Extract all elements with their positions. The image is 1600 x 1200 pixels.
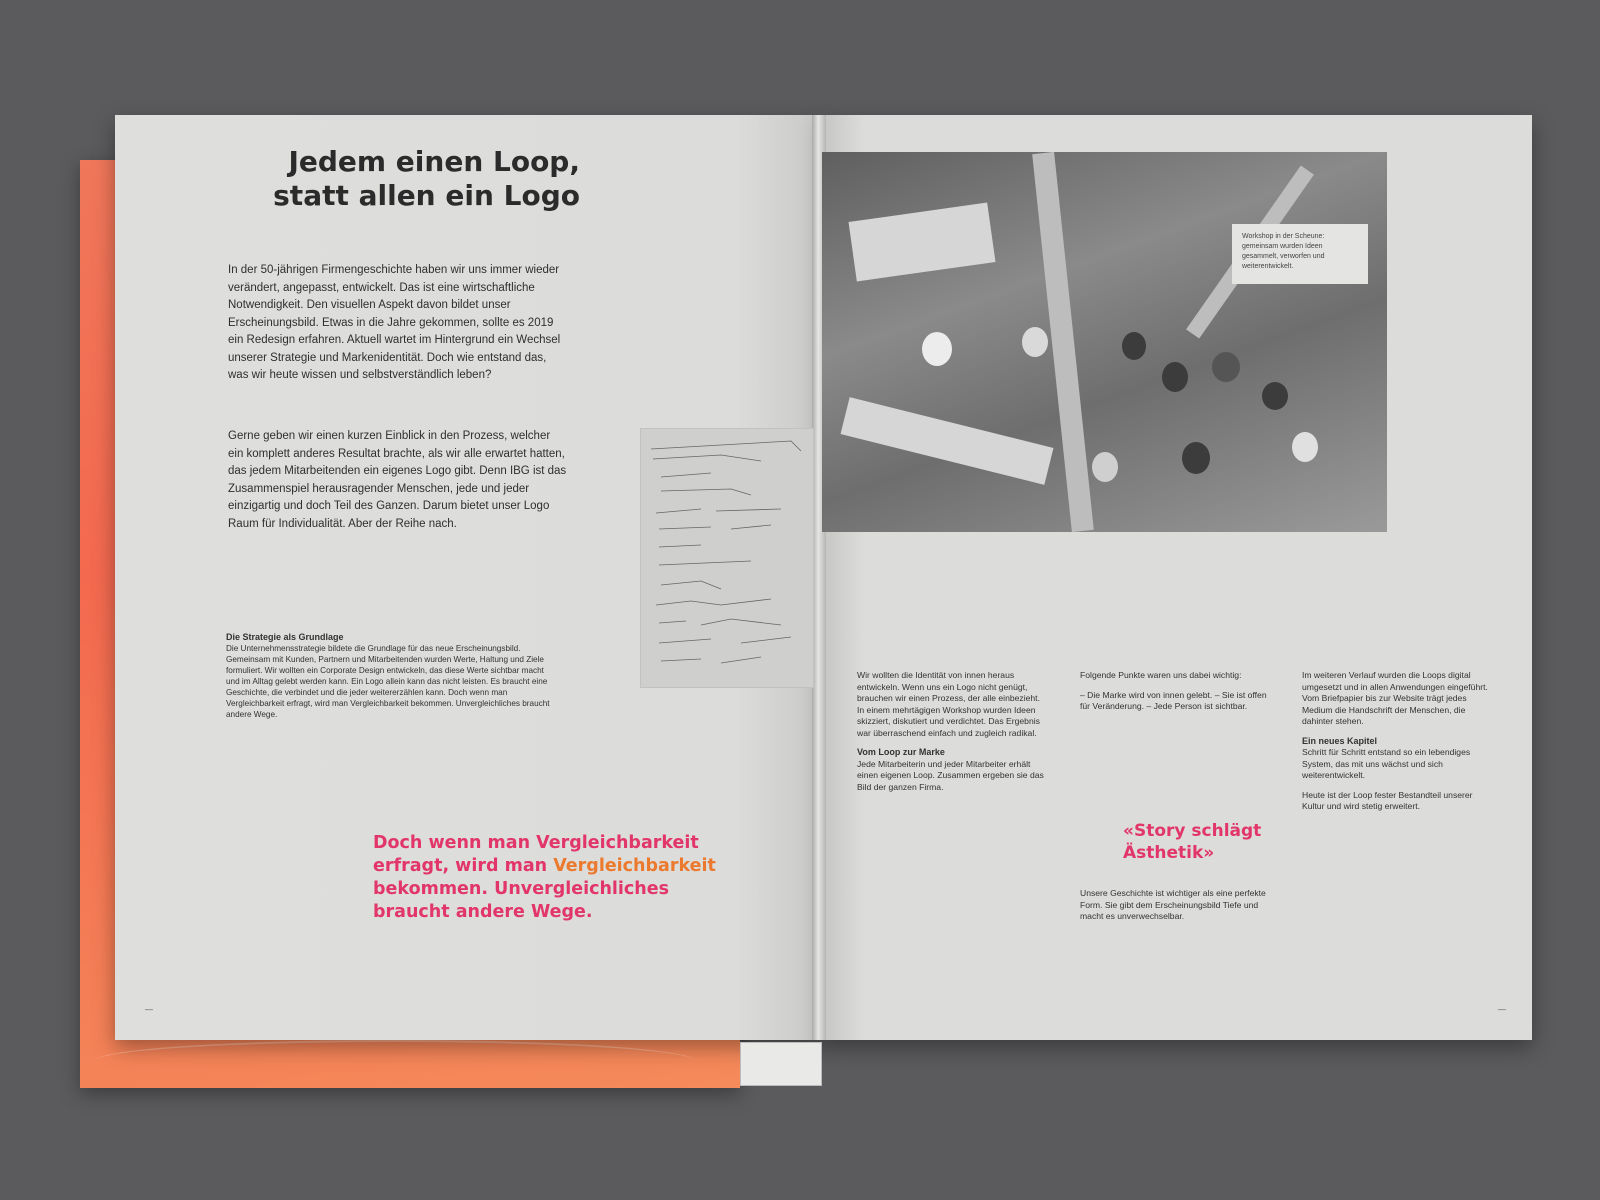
strategy-section [226, 632, 556, 720]
folio-left: — [145, 1005, 153, 1014]
folio-right: — [1498, 1005, 1506, 1014]
text-column-2 [1080, 670, 1270, 721]
story-quote-line-2: Ästhetik» [1123, 843, 1215, 863]
second-paragraph: Gerne geben wir einen kurzen Einblick in den Prozess, welcher ein komplett anderes Resultat brachte, als wir alle erwartet hatten, das jedem Mitarbeitenden ein eigenes Logo gibt. Denn IBG ist das Zusammenspiel herausragender Menschen, jede und jeder einzigartig und doch Teil des Ganzen. Darum bietet unser Logo Raum für Individualität. Aber der Reihe nach. [228, 430, 567, 530]
workshop-photo [822, 152, 1387, 532]
pull-quote-line-3: bekommen. Unvergleichliches [373, 879, 670, 899]
text-column-1 [857, 670, 1047, 801]
pull-quote [373, 832, 733, 924]
title-line-1: Jedem einen Loop, [288, 145, 580, 178]
photo-person [1292, 432, 1318, 462]
column-3-heading: Ein neues Kapitel [1302, 735, 1378, 746]
photo-person [922, 332, 952, 366]
intro-paragraph: In der 50-jährigen Firmengeschichte haben wir uns immer wieder verändert, angepasst, entwickelt. Das ist eine wirtschaftliche Notwendigkeit. Den visuellen Aspekt davon bildet unser Erscheinungsbild. Etwas in die Jahre gekommen, sollte es 2019 ein Redesign erfahren. Aktuell wartet im Hintergrund ein Wechsel unserer Strategie und Markenidentität. Doch wie entstand das, was wir heute wissen und selbstverständlich leben? [228, 264, 561, 381]
photo-person [1212, 352, 1240, 382]
strategy-heading: Die Strategie als Grundlage [226, 632, 344, 642]
pull-quote-line-4: braucht andere Wege. [373, 902, 593, 922]
column-3-text-3: Heute ist der Loop fester Bestandteil unserer Kultur und wird stetig erweitert. [1302, 789, 1473, 811]
title-line-2: statt allen ein Logo [273, 179, 580, 212]
photo-person [1092, 452, 1118, 482]
photo-table [841, 397, 1054, 485]
pull-quote-line-2 [373, 855, 733, 878]
column-2-text-2: Unsere Geschichte ist wichtiger als eine perfekte Form. Sie gibt dem Erscheinungsbild Tiefe und macht es unverwechselbar. [1080, 888, 1266, 921]
cover-decoration [95, 1040, 695, 1082]
pull-quote-line-1: Doch wenn man Vergleichbarkeit [373, 833, 699, 853]
column-1-text: Wir wollten die Identität von innen heraus entwickeln. Wenn uns ein Logo nicht genügt, brauchen wir einen Prozess, der alle einbezieht. In einem mehrtägigen Workshop wurden Ideen skizziert, diskutiert und verdichtet. Das Ergebnis war überraschend einfach und zugleich radikal. [857, 670, 1040, 738]
column-1-text-2: Jede Mitarbeiterin und jeder Mitarbeiter erhält einen eigenen Loop. Zusammen ergeben sie das Bild der ganzen Firma. [857, 758, 1044, 792]
pull-quote-highlight: Vergleichbarkeit [553, 856, 716, 876]
story-quote-line-1: «Story schlägt [1123, 821, 1262, 841]
photo-person [1182, 442, 1210, 474]
column-1-heading: Vom Loop zur Marke [857, 747, 945, 757]
column-3-text-2: Schritt für Schritt entstand so ein lebendiges System, das mit uns wächst und sich weiterentwickelt. [1302, 747, 1471, 780]
column-3-text: Im weiteren Verlauf wurden die Loops digital umgesetzt und in allen Anwendungen eingeführt. Vom Briefpapier bis zur Website trägt jedes Medium die Handschrift der Menschen, die dahinter stehen. [1302, 670, 1488, 726]
text-column-2-lower [1080, 888, 1270, 931]
pull-quote-part: erfragt, wird man [373, 856, 554, 876]
photo-board [849, 203, 996, 282]
column-2-text: Folgende Punkte waren uns dabei wichtig: [1080, 670, 1242, 680]
handwritten-sketch [640, 428, 814, 688]
photo-person [1262, 382, 1288, 410]
text-column-3 [1302, 670, 1492, 821]
column-2-list: – Die Marke wird von innen gelebt. – Sie ist offen für Veränderung. – Jede Person ist sichtbar. [1080, 689, 1267, 711]
photo-person [1122, 332, 1146, 360]
photo-caption: Workshop in der Scheune: gemeinsam wurden Ideen gesammelt, verworfen und weiterentwickelt. [1232, 224, 1368, 284]
photo-person [1162, 362, 1188, 392]
sketch-lines [641, 429, 813, 687]
photo-person [1022, 327, 1048, 357]
strategy-text: Die Unternehmensstrategie bildete die Grundlage für das neue Erscheinungsbild. Gemeinsam mit Kunden, Partnern und Mitarbeitenden wurden Werte, Haltung und Ziele formuliert. Wir wollten ein Corporate Design entwickeln, das diese Werte sichtbar macht und im Alltag gelebt werden kann. Ein Logo allein kann das nicht leisten. Es braucht eine Geschichte, die verbindet und die jeder weitererzählen kann. Doch wenn man Vergleichbarkeit erfragt, wird man Vergleichbarkeit bekommen. Unvergleichliches braucht andere Wege. [226, 644, 550, 719]
page-tab [740, 1042, 822, 1086]
article-title [250, 145, 580, 213]
story-quote [1123, 820, 1293, 864]
